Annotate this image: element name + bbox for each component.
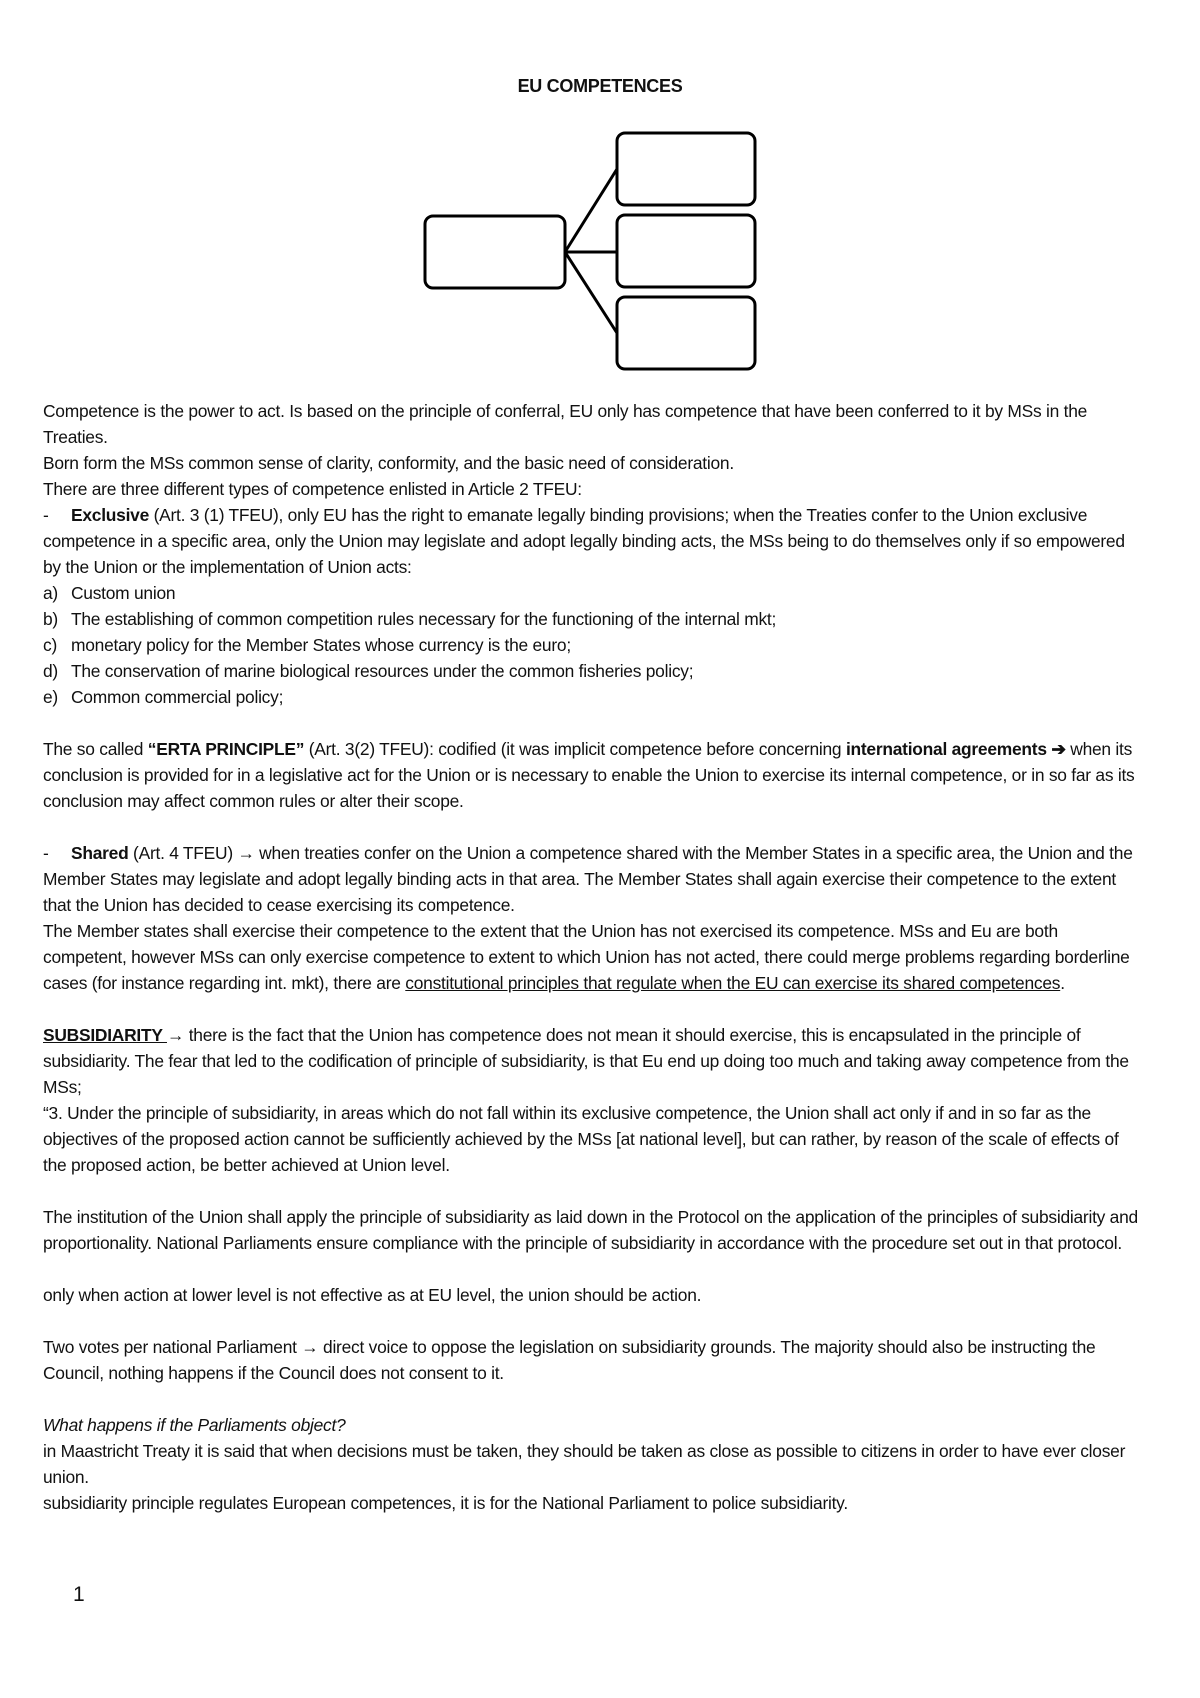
list-item xyxy=(43,632,1143,658)
exclusive-text: (Art. 3 (1) TFEU), only EU has the right to emanate legally binding provisions; when the Treaties confer to the Union exclusive competence in a specific area, only the Union may legislate and adopt legally binding acts, the MSs being to do themselves only if so empowered by the Union or the implementation of Union acts: xyxy=(43,505,1125,577)
subsidiarity-label: SUBSIDIARITY xyxy=(43,1025,167,1045)
shared-p2-pre: The Member states shall exercise their competence to the extent that the Union has not exercised its competence. MSs and Eu are both competent, however MSs can only exercise competence to extent to which Union has not acted, there could merge problems regarding borderline cases (for instance regarding int. mkt), there are xyxy=(43,921,1130,993)
subsidiarity-question xyxy=(43,1412,1143,1438)
shared-competence xyxy=(43,840,1143,918)
subsidiarity-intro xyxy=(43,1022,1143,1100)
erta-principle xyxy=(43,736,1143,814)
document-body xyxy=(43,398,1143,1516)
subsidiarity-votes xyxy=(43,1334,1143,1386)
intro-types: There are three different types of competence enlisted in Article 2 TFEU: xyxy=(43,479,582,499)
subsidiarity-closing: subsidiarity principle regulates European competences, it is for the National Parliament to police subsidiarity. xyxy=(43,1493,848,1513)
list-item xyxy=(43,606,1143,632)
shared-dash: - xyxy=(43,843,49,863)
exclusive-dash: - xyxy=(43,505,49,525)
list-text: Common commercial policy; xyxy=(71,687,284,707)
subsidiarity-institution: The institution of the Union shall apply the principle of subsidiarity as laid down in the Protocol on the application of the principles of subsidiarity and proportionality. National Parliaments ensure compliance with the principle of subsidiarity in accordance with the procedure set out in that protocol. xyxy=(43,1207,1138,1253)
shared-label: Shared xyxy=(71,843,129,863)
list-text: Custom union xyxy=(71,583,176,603)
shared-p2-post: . xyxy=(1060,973,1065,993)
list-text: The conservation of marine biological resources under the common fisheries policy; xyxy=(71,661,694,681)
arrow-icon: ➔ xyxy=(1051,739,1066,759)
votes-pre: Two votes per national Parliament xyxy=(43,1337,302,1357)
votes-post: direct voice to oppose the legislation on subsidiarity grounds. The majority should also be instructing the Council, nothing happens if the Council does not consent to it. xyxy=(43,1337,1096,1383)
subsidiarity-lower-level: only when action at lower level is not effective as at EU level, the union should be action. xyxy=(43,1285,702,1305)
list-item xyxy=(43,580,1143,606)
shared-ref: (Art. 4 TFEU) xyxy=(128,843,238,863)
diagram-connector-bottom xyxy=(565,252,617,333)
list-marker: b) xyxy=(43,609,58,629)
diagram-root-box xyxy=(425,216,565,288)
shared-paragraph-2 xyxy=(43,918,1143,996)
page-title: EU COMPETENCES xyxy=(517,76,683,96)
subsidiarity-maastricht: in Maastricht Treaty it is said that when decisions must be taken, they should be taken as close as possible to citizens in order to have ever closer union. xyxy=(43,1441,1126,1487)
erta-label: “ERTA PRINCIPLE” xyxy=(147,739,305,759)
diagram-child-box-2 xyxy=(617,215,755,287)
intro-definition: Competence is the power to act. Is based on the principle of conferral, EU only has competence that have been conferred to it by MSs in the Treaties. xyxy=(43,401,1088,447)
diagram-connector-top xyxy=(565,169,617,252)
subsidiarity-text: there is the fact that the Union has competence does not mean it should exercise, this is encapsulated in the principle of subsidiarity. The fear that led to the codification of principle of subsidiarity, is that Eu end up doing too much and taking away competence from the MSs; xyxy=(43,1025,1129,1097)
page-number: 1 xyxy=(73,1583,85,1606)
subsidiarity-quote: “3. Under the principle of subsidiarity, in areas which do not fall within its exclusive competence, the Union shall act only if and in so far as the objectives of the proposed action cannot be sufficiently achieved by the MSs [at national level], but can rather, by reason of the scale of effects of the proposed action, be better achieved at Union level. xyxy=(43,1103,1119,1175)
diagram-child-box-1 xyxy=(617,133,755,205)
list-text: The establishing of common competition rules necessary for the functioning of the internal mkt; xyxy=(71,609,777,629)
erta-mid: (Art. 3(2) TFEU): codified (it was implicit competence before concerning xyxy=(304,739,846,759)
erta-bold-term: international agreements xyxy=(845,739,1047,759)
diagram-child-box-3 xyxy=(617,297,755,369)
list-item xyxy=(43,658,1143,684)
arrow-icon: → xyxy=(237,843,255,863)
shared-p2-underline: constitutional principles that regulate when the EU can exercise its shared competences xyxy=(405,973,1061,993)
list-text: monetary policy for the Member States whose currency is the euro; xyxy=(71,635,571,655)
exclusive-label: Exclusive xyxy=(71,505,149,525)
list-marker: d) xyxy=(43,661,58,681)
hierarchy-diagram xyxy=(420,126,760,376)
arrow-icon: → xyxy=(301,1337,319,1357)
list-item xyxy=(43,684,1143,710)
intro-origin: Born form the MSs common sense of clarity, conformity, and the basic need of consideration. xyxy=(43,453,734,473)
list-marker: e) xyxy=(43,687,58,707)
erta-pre: The so called xyxy=(43,739,148,759)
exclusive-competence xyxy=(43,502,1143,580)
question-text: What happens if the Parliaments object? xyxy=(43,1415,346,1435)
erta-post: when its conclusion is provided for in a legislative act for the Union or is necessary to enable the Union to exercise its internal competence, or in so far as its conclusion may affect common rules or alter their scope. xyxy=(43,739,1135,811)
list-marker: c) xyxy=(43,635,57,655)
shared-text: when treaties confer on the Union a competence shared with the Member States in a specific area, the Union and the Member States may legislate and adopt legally binding acts in that area. The Member States shall again exercise their competence to the extent that the Union has decided to cease exercising its competence. xyxy=(43,843,1133,915)
list-marker: a) xyxy=(43,583,58,603)
arrow-icon: → xyxy=(166,1025,185,1045)
